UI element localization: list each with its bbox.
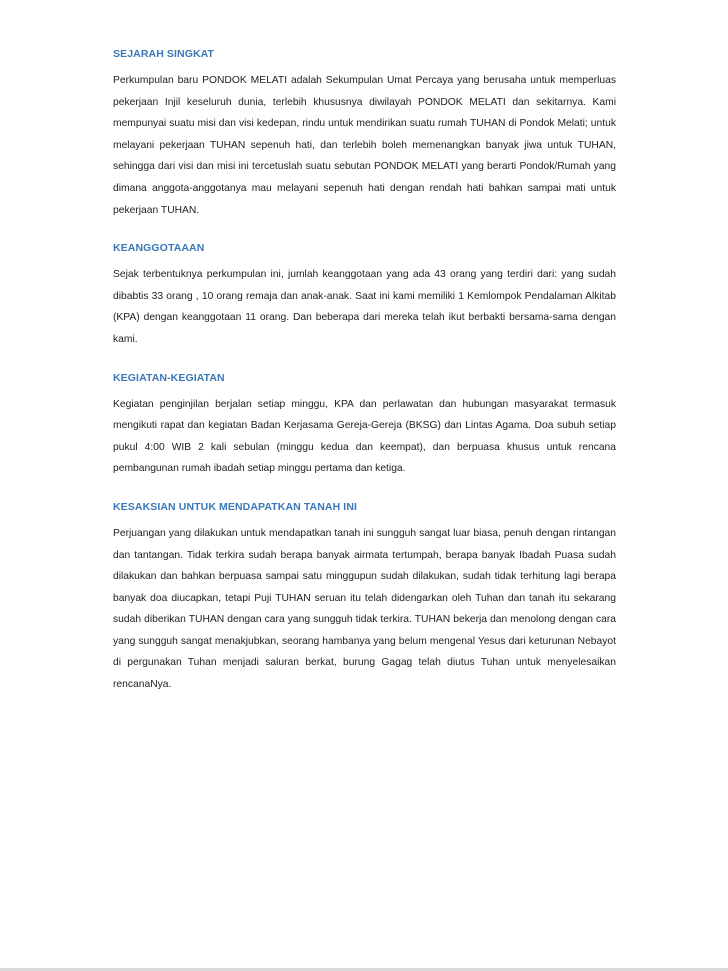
section-heading: KESAKSIAN UNTUK MENDAPATKAN TANAH INI bbox=[113, 500, 358, 513]
section-keanggotaan bbox=[113, 241, 616, 350]
section-paragraph: Perkumpulan baru PONDOK MELATI adalah Sekumpulan Umat Percaya yang berusaha untuk memperluas pekerjaan Injil keseluruh dunia, terlebih khususnya diwilayah PONDOK MELATI dan sekitarnya. Kami mempunyai suatu misi dan visi kedepan, rindu untuk mendirikan suatu rumah TUHAN di Pondok Melati; untuk melayani pekerjaan TUHAN sepenuh hati, dan terlebih boleh memenangkan banyak jiwa untuk TUHAN, sehingga dari visi dan misi ini tercetuslah suatu sebutan PONDOK MELATI yang berarti Pondok/Rumah yang dimana anggota-anggotanya mau melayani sepenuh hati dengan rendah hati bahkan sampai mati untuk pekerjaan TUHAN. bbox=[113, 75, 616, 216]
section-paragraph: Kegiatan penginjilan berjalan setiap minggu, KPA dan perlawatan dan hubungan masyarakat termasuk mengikuti rapat dan kegiatan Badan Kerjasama Gereja-Gereja (BKSG) dan Lintas Agama. Doa subuh setiap pukul 4:00 WIB 2 kali sebulan (minggu kedua dan keempat), dan berpuasa khusus untuk rencana pembangunan rumah ibadah setiap minggu pertama dan ketiga. bbox=[113, 398, 616, 475]
section-sejarah-singkat bbox=[113, 47, 616, 221]
section-kegiatan-kegiatan bbox=[113, 371, 616, 480]
section-heading: KEANGGOTAAAN bbox=[113, 242, 205, 255]
section-paragraph: Sejak terbentuknya perkumpulan ini, jumlah keanggotaan yang ada 43 orang yang terdiri dari: yang sudah dibabtis 33 orang , 10 orang remaja dan anak-anak. Saat ini kami memiliki 1 Kemlompok Pendalaman Alkitab (KPA) dengan keanggotaan 11 orang. Dan beberapa dari mereka telah ikut berbakti bersama-sama dengan kami. bbox=[113, 269, 616, 345]
section-heading: SEJARAH SINGKAT bbox=[113, 48, 215, 60]
section-kesaksian bbox=[113, 500, 616, 696]
section-paragraph: Perjuangan yang dilakukan untuk mendapatkan tanah ini sungguh sangat luar biasa, penuh dengan rintangan dan tantangan. Tidak terkira sudah berapa banyak airmata tertumpah, berapa banyak Ibadah Puasa sudah dilakukan dan bahkan berpuasa sampai satu minggupun sudah dilakukan, sudah tidak terhitung lagi berapa banyak doa diucapkan, tetapi Puji TUHAN seruan itu telah didengarkan oleh Tuhan dan tanah itu sekarang sudah diberikan TUHAN dengan cara yang sungguh tidak terkira. TUHAN bekerja dan menolong dengan cara yang sungguh sangat menakjubkan, seorang hambanya yang belum mengenal Yesus dari keturunan Nebayot di pergunakan Tuhan menjadi saluran berkat, burung Gagag telah diutus Tuhan untuk menyelesaikan rencanaNya. bbox=[113, 527, 616, 691]
section-heading: KEGIATAN-KEGIATAN bbox=[113, 371, 225, 384]
document-page bbox=[113, 47, 616, 714]
